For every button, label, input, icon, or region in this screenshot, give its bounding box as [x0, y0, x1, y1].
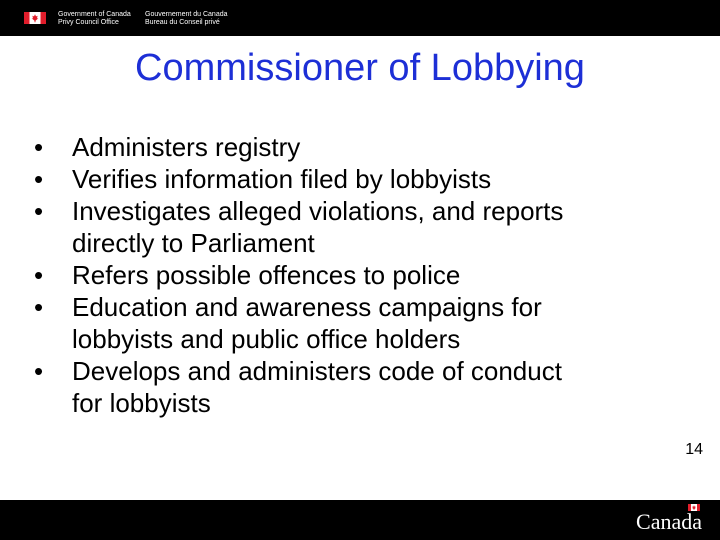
bullet-icon: • [34, 292, 44, 322]
bullet-item [34, 355, 684, 419]
government-name-en-line1: Government of Canada [58, 11, 131, 18]
government-name-fr-line2: Bureau du Conseil privé [145, 19, 220, 26]
bullet-item [34, 163, 684, 195]
canada-wordmark: Canada [636, 509, 702, 534]
government-banner [0, 0, 720, 36]
bullet-text-continued: directly to Parliament [72, 228, 315, 258]
bullet-text: Administers registry [72, 132, 301, 162]
canada-flag-icon [24, 12, 46, 24]
bullet-icon: • [34, 356, 44, 386]
government-name-english [58, 11, 131, 27]
bullet-icon: • [34, 260, 44, 290]
bullet-item [34, 195, 684, 259]
footer-bar [0, 500, 720, 540]
bullet-icon: • [34, 196, 44, 226]
bullet-list [34, 131, 684, 419]
slide-title: Commissioner of Lobbying [135, 47, 585, 89]
government-name-fr-line1: Gouvernement du Canada [145, 11, 228, 18]
bullet-text: Education and awareness campaigns for [72, 292, 542, 322]
bullet-item [34, 131, 684, 163]
bullet-text: Refers possible offences to police [72, 260, 461, 290]
bullet-item [34, 259, 684, 291]
bullet-text: Investigates alleged violations, and reports [72, 196, 564, 226]
bullet-icon: • [34, 164, 44, 194]
bullet-text-continued: for lobbyists [72, 388, 211, 418]
page-number: 14 [685, 441, 703, 458]
government-name-french [145, 11, 228, 27]
bullet-icon: • [34, 132, 44, 162]
bullet-text: Verifies information filed by lobbyists [72, 164, 492, 194]
bullet-text: Develops and administers code of conduct [72, 356, 562, 386]
bullet-item [34, 291, 684, 355]
government-name-en-line2: Privy Council Office [58, 19, 119, 26]
bullet-text-continued: lobbyists and public office holders [72, 324, 461, 354]
